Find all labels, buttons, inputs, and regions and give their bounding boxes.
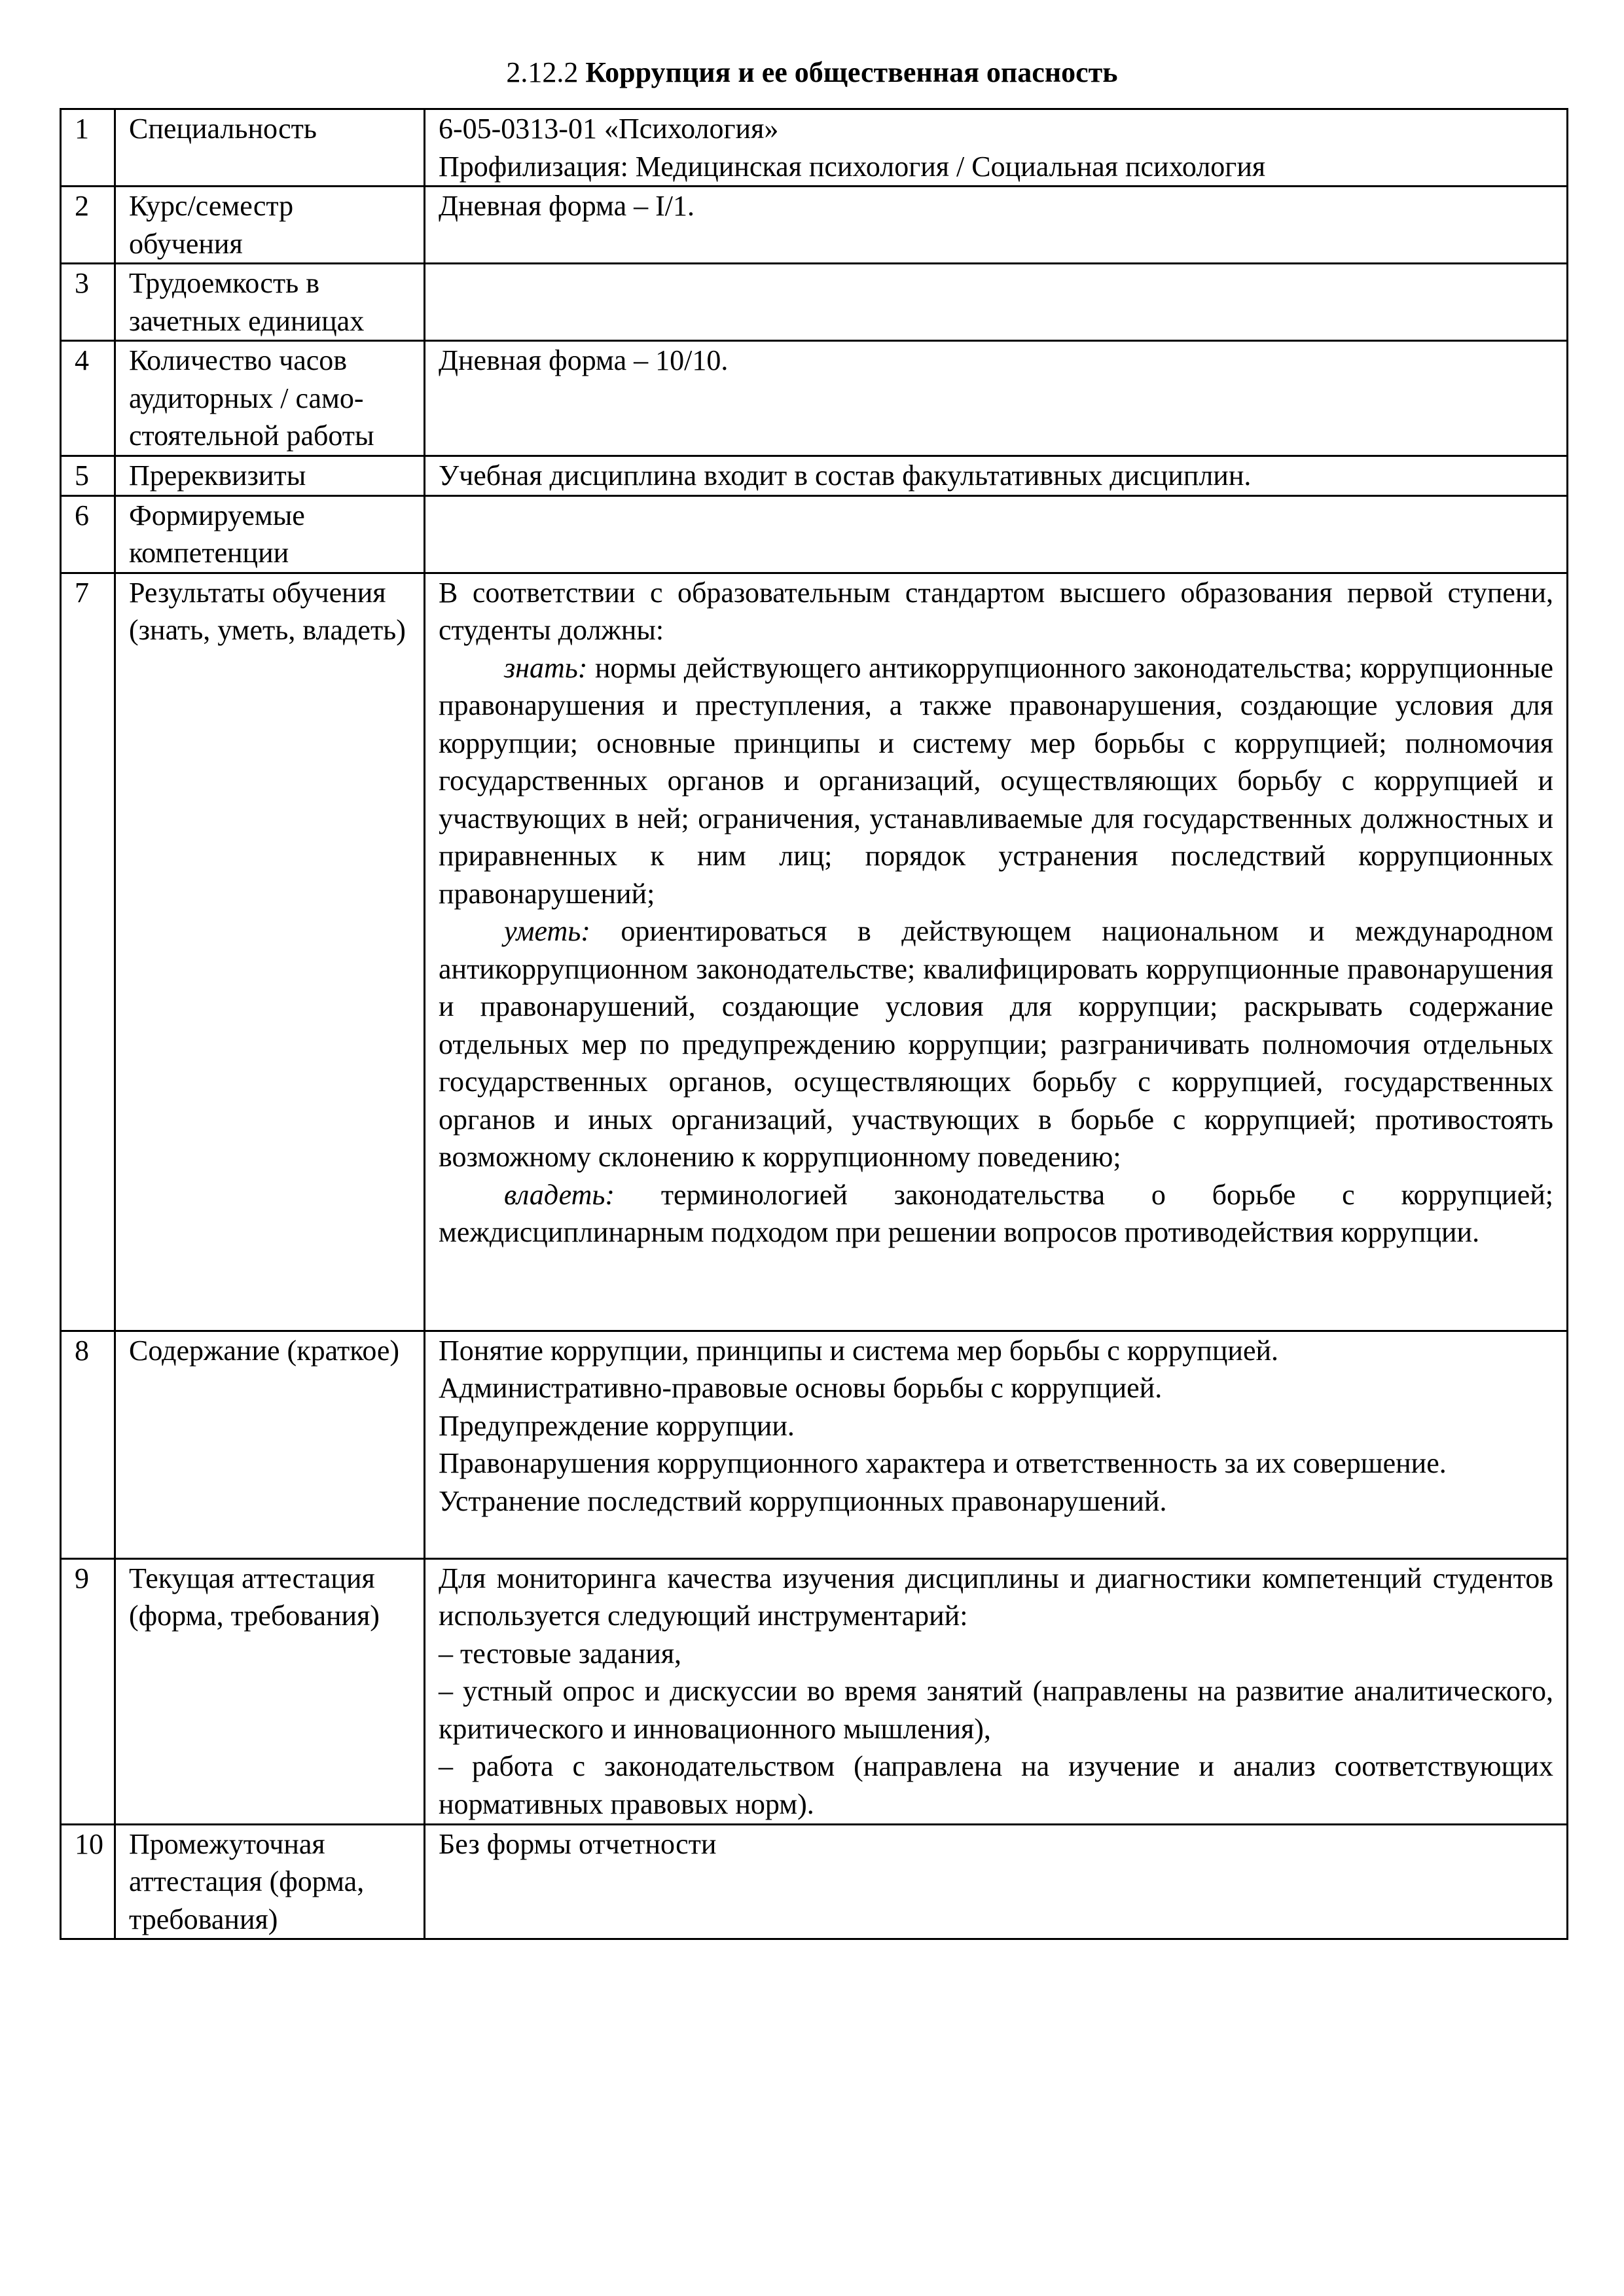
know-term: знать: — [504, 651, 588, 684]
outcomes-can — [439, 912, 1553, 1176]
course-description-table — [60, 108, 1568, 1940]
table-row — [61, 109, 1568, 187]
row-label-credits: Трудоемкость в зачетных единицах — [115, 264, 425, 341]
row-value-competencies — [425, 495, 1568, 573]
table-row — [61, 456, 1568, 495]
specialty-code: 6-05-0313-01 «Психология» — [439, 113, 779, 145]
row-value-learning-outcomes — [425, 573, 1568, 1331]
row-number: 7 — [61, 573, 115, 1331]
row-label-learning-outcomes: Результаты обучения (знать, уметь, владеть) — [115, 573, 425, 1331]
assessment-item: – работа с законодательством (направлена на изучение и анализ соответствующих нормативных правовых норм). — [439, 1750, 1553, 1820]
outcomes-own — [439, 1176, 1553, 1251]
content-item: Правонарушения коррупционного характера и ответственность за их совершение. — [439, 1447, 1447, 1479]
row-value-prerequisites: Учебная дисциплина входит в состав факультативных дисциплин. — [425, 456, 1568, 495]
row-label-prerequisites: Пререквизиты — [115, 456, 425, 495]
table-row — [61, 341, 1568, 456]
table-row — [61, 495, 1568, 573]
row-number: 4 — [61, 341, 115, 456]
row-label-intermediate-assessment: Промежуточная аттестация (форма, требования) — [115, 1824, 425, 1939]
table-row — [61, 264, 1568, 341]
table-row — [61, 573, 1568, 1331]
row-value-hours: Дневная форма – 10/10. — [425, 341, 1568, 456]
specialty-profile: Профилизация: Медицинская психология / Социальная психология — [439, 150, 1266, 183]
know-text: нормы действующего антикоррупционного законодательства; коррупционные правонарушения и преступления, а также правонарушения, создающие условия для коррупции; основные принципы и систему мер борьбы с коррупцией; полномочия государственных органов и организаций, осуществляющих борьбу с коррупцией и участвующих в ней; ограничения, устанавливаемые для государственных должностных и приравненных к ним лиц; порядок устранения последствий коррупционных правонарушений; — [439, 651, 1554, 910]
row-value-content — [425, 1331, 1568, 1558]
row-label-current-assessment: Текущая аттестация (форма, требования) — [115, 1558, 425, 1824]
table-row — [61, 1331, 1568, 1558]
row-number: 3 — [61, 264, 115, 341]
content-item: Административно-правовые основы борьбы с коррупцией. — [439, 1372, 1163, 1404]
row-number: 1 — [61, 109, 115, 187]
row-number: 9 — [61, 1558, 115, 1824]
outcomes-intro: В соответствии с образовательным стандартом высшего образования первой ступени, студенты должны: — [439, 576, 1553, 646]
row-label-hours: Количество часов аудиторных / само-стоятельной работы — [115, 341, 425, 456]
table-row — [61, 1824, 1568, 1939]
row-value-current-assessment — [425, 1558, 1568, 1824]
section-number: 2.12.2 — [506, 56, 579, 88]
row-number: 2 — [61, 187, 115, 264]
row-label-specialty: Специальность — [115, 109, 425, 187]
can-text: ориентироваться в действующем национальном и международном антикоррупционном законодательстве; квалифицировать коррупционные правонарушения и правонарушений, создающие условия для коррупции; раскрывать содержание отдельных мер по предупреждению коррупции; разграничивать полномочия отдельных государственных органов, осуществляющих борьбу с коррупцией, государственных органов и иных организаций, участвующих в борьбе с коррупцией; противостоять возможному склонению к коррупционному поведению; — [439, 915, 1553, 1173]
table-row — [61, 187, 1568, 264]
row-value-course-semester: Дневная форма – I/1. — [425, 187, 1568, 264]
content-item: Понятие коррупции, принципы и система мер борьбы с коррупцией. — [439, 1334, 1279, 1367]
row-value-specialty — [425, 109, 1568, 187]
section-heading — [0, 54, 1624, 92]
content-item: Устранение последствий коррупционных правонарушений. — [439, 1484, 1167, 1517]
assessment-intro: Для мониторинга качества изучения дисциплины и диагностики компетенций студентов используется следующий инструментарий: — [439, 1562, 1553, 1632]
section-title: Коррупция и ее общественная опасность — [585, 56, 1118, 88]
row-value-credits — [425, 264, 1568, 341]
row-number: 5 — [61, 456, 115, 495]
row-number: 6 — [61, 495, 115, 573]
table-row — [61, 1558, 1568, 1824]
assessment-item: – тестовые задания, — [439, 1637, 682, 1670]
own-term: владеть: — [504, 1178, 615, 1211]
own-text: терминологией законодательства о борьбе с коррупцией; междисциплинарным подходом при решении вопросов противодействия коррупции. — [439, 1178, 1553, 1248]
outcomes-know — [439, 649, 1553, 913]
row-value-intermediate-assessment: Без формы отчетности — [425, 1824, 1568, 1939]
assessment-item: – устный опрос и дискуссии во время занятий (направлены на развитие аналитического, критического и инновационного мышления), — [439, 1675, 1553, 1745]
row-number: 8 — [61, 1331, 115, 1558]
row-label-competencies: Формируемые компетенции — [115, 495, 425, 573]
row-label-course-semester: Курс/семестр обучения — [115, 187, 425, 264]
row-label-content: Содержание (краткое) — [115, 1331, 425, 1558]
can-term: уметь: — [504, 915, 590, 947]
row-number: 10 — [61, 1824, 115, 1939]
content-item: Предупреждение коррупции. — [439, 1409, 795, 1442]
